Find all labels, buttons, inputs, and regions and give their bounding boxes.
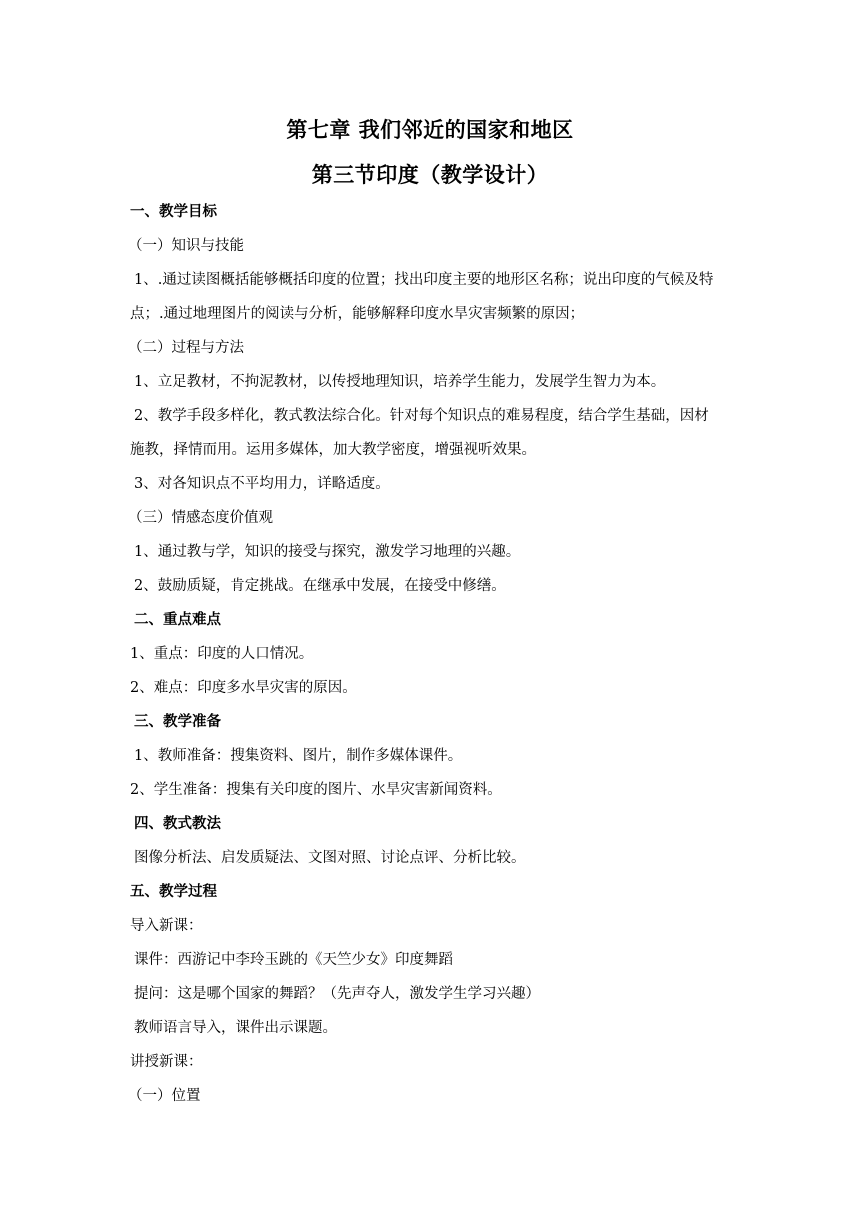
paragraph-line: 1、.通过读图概括能够概括印度的位置；找出印度主要的地形区名称；说出印度的气候及特 [134,272,714,288]
paragraph-line: 1、通过教与学，知识的接受与探究，激发学习地理的兴趣。 [134,544,521,560]
paragraph-line: 点；.通过地理图片的阅读与分析，能够解释印度水旱灾害频繁的原因； [130,306,585,322]
paragraph-line: 2、鼓励质疑，肯定挑战。在继承中发展，在接受中修缮。 [134,578,506,594]
subheading-knowledge-skills: （一）知识与技能 [128,238,244,254]
paragraph-line: 1、教师准备：搜集资料、图片，制作多媒体课件。 [134,748,463,764]
paragraph-line: 课件：西游记中李玲玉跳的《天竺少女》印度舞蹈 [134,952,453,968]
heading-teaching-methods: 四、教式教法 [134,815,221,832]
paragraph-line: 导入新课： [130,918,203,934]
heading-teaching-process: 五、教学过程 [130,883,217,900]
subheading-emotion-values: （三）情感态度价值观 [128,510,273,526]
paragraph-line: 图像分析法、启发质疑法、文图对照、讨论点评、分析比较。 [134,850,526,866]
paragraph-line: 2、教学手段多样化，教式教法综合化。针对每个知识点的难易程度，结合学生基础，因材 [134,408,709,424]
heading-key-difficult-points: 二、重点难点 [134,611,221,628]
chapter-title: 第七章 我们邻近的国家和地区 [286,117,574,142]
paragraph-line: 施教，择情而用。运用多媒体，加大教学密度，增强视听效果。 [130,442,536,458]
subheading-process-methods: （二）过程与方法 [128,340,244,356]
paragraph-line: 1、重点：印度的人口情况。 [130,646,314,662]
paragraph-line: 3、对各知识点不平均用力，详略适度。 [134,476,390,492]
paragraph-line: 2、学生准备：搜集有关印度的图片、水旱灾害新闻资料。 [130,782,502,798]
paragraph-line: 2、难点：印度多水旱灾害的原因。 [130,680,357,696]
paragraph-line: 讲授新课： [130,1054,203,1070]
subheading-location: （一）位置 [128,1088,201,1104]
paragraph-line: 教师语言导入，课件出示课题。 [134,1020,337,1036]
heading-teaching-preparation: 三、教学准备 [134,713,221,730]
paragraph-line: 1、立足教材，不拘泥教材，以传授地理知识，培养学生能力，发展学生智力为本。 [134,374,666,390]
heading-teaching-objectives: 一、教学目标 [130,203,217,220]
paragraph-line: 提问：这是哪个国家的舞蹈？（先声夺人，激发学生学习兴趣） [134,986,540,1002]
section-title: 第三节印度（教学设计） [311,162,549,187]
